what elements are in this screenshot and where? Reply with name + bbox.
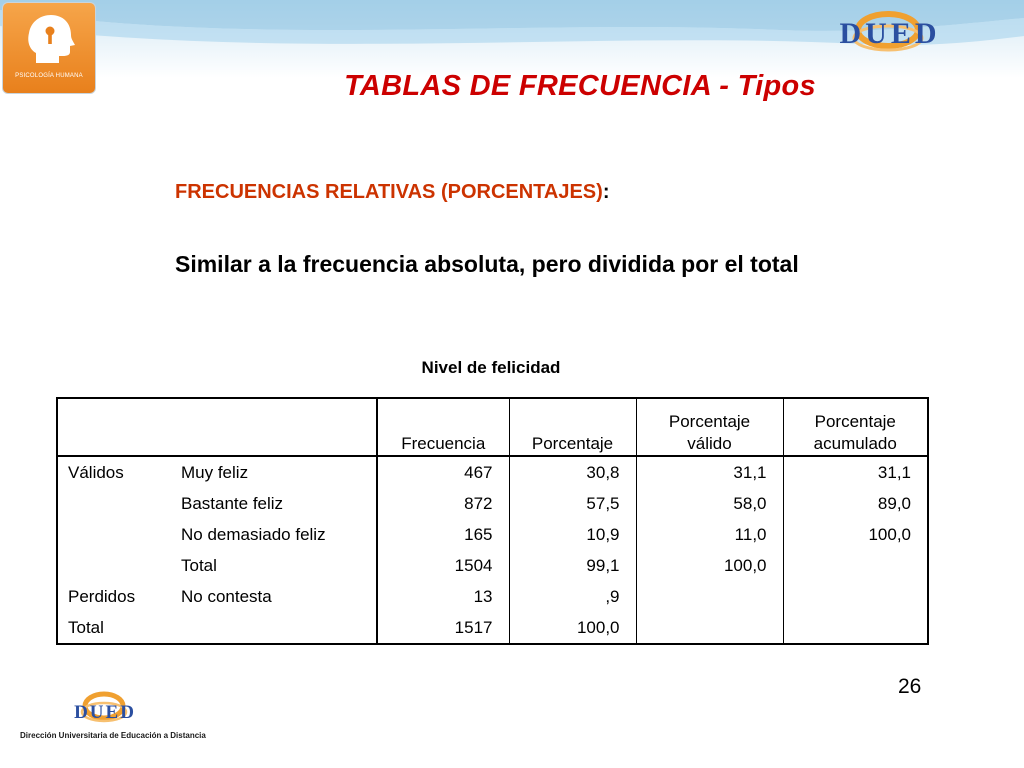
cell-acumulado: 89,0: [783, 488, 928, 519]
cell-porcentaje: 99,1: [509, 550, 636, 581]
cell-valido: 58,0: [636, 488, 783, 519]
brand-text: DUED: [839, 17, 941, 50]
dued-brand-logo: [780, 8, 1000, 58]
head-silhouette-icon: [3, 3, 96, 73]
cell-acumulado: 31,1: [783, 456, 928, 488]
row-label: Bastante feliz: [171, 488, 377, 519]
row-group: Válidos: [57, 456, 171, 488]
table-row: [57, 612, 928, 644]
cell-acumulado: [783, 581, 928, 612]
subheading-text: FRECUENCIAS RELATIVAS (PORCENTAJES): [175, 181, 603, 203]
header-pa-line2: acumulado: [813, 434, 897, 453]
header-porcentaje-acumulado: [783, 398, 928, 456]
cell-acumulado: 100,0: [783, 519, 928, 550]
table-row: [57, 519, 928, 550]
header-empty-1: [57, 398, 171, 456]
row-label: Total: [171, 550, 377, 581]
table-row: [57, 488, 928, 519]
subheading: [175, 181, 609, 204]
table-title: Nivel de felicidad: [421, 358, 561, 377]
table-row: [57, 550, 928, 581]
table-row: [57, 456, 928, 488]
cell-porcentaje: 100,0: [509, 612, 636, 644]
cell-porcentaje: 57,5: [509, 488, 636, 519]
page-number: 26: [898, 675, 922, 698]
footer-brand-text: DUED: [74, 702, 136, 723]
row-label: No demasiado feliz: [171, 519, 377, 550]
cell-acumulado: [783, 550, 928, 581]
row-group: [57, 488, 171, 519]
row-label: Muy feliz: [171, 456, 377, 488]
header-porcentaje-valido: [636, 398, 783, 456]
cell-frecuencia: 13: [377, 581, 509, 612]
cell-valido: 31,1: [636, 456, 783, 488]
header-frecuencia: Frecuencia: [377, 398, 509, 456]
body-text: Similar a la frecuencia absoluta, pero dividida por el total: [175, 251, 799, 277]
footer-dued-logo: [60, 688, 150, 730]
cell-acumulado: [783, 612, 928, 644]
row-label: No contesta: [171, 581, 377, 612]
table-row: [57, 581, 928, 612]
row-group: Perdidos: [57, 581, 171, 612]
cell-frecuencia: 467: [377, 456, 509, 488]
header-pa-line1: Porcentaje: [814, 412, 896, 431]
cell-valido: 11,0: [636, 519, 783, 550]
row-group: [57, 519, 171, 550]
subheading-colon: :: [602, 181, 610, 203]
cell-porcentaje: 10,9: [509, 519, 636, 550]
cell-porcentaje: ,9: [509, 581, 636, 612]
logo-caption: PSICOLOGÍA HUMANA: [15, 73, 83, 79]
header-porcentaje: Porcentaje: [509, 398, 636, 456]
cell-porcentaje: 30,8: [509, 456, 636, 488]
cell-frecuencia: 165: [377, 519, 509, 550]
header-pv-line2: válido: [687, 434, 732, 453]
cell-valido: [636, 612, 783, 644]
table-header-row: [57, 398, 928, 456]
header-pv-line1: Porcentaje: [668, 412, 751, 431]
row-label: [171, 612, 377, 644]
slide-title: TABLAS DE FRECUENCIA - Tipos: [344, 70, 816, 102]
header-empty-2: [171, 398, 377, 456]
frequency-table: [56, 397, 929, 645]
cell-valido: 100,0: [636, 550, 783, 581]
row-group: Total: [57, 612, 171, 644]
row-group: [57, 550, 171, 581]
footer-text: Dirección Universitaria de Educación a Distancia: [20, 731, 206, 740]
cell-frecuencia: 1504: [377, 550, 509, 581]
cell-valido: [636, 581, 783, 612]
cell-frecuencia: 872: [377, 488, 509, 519]
cell-frecuencia: 1517: [377, 612, 509, 644]
